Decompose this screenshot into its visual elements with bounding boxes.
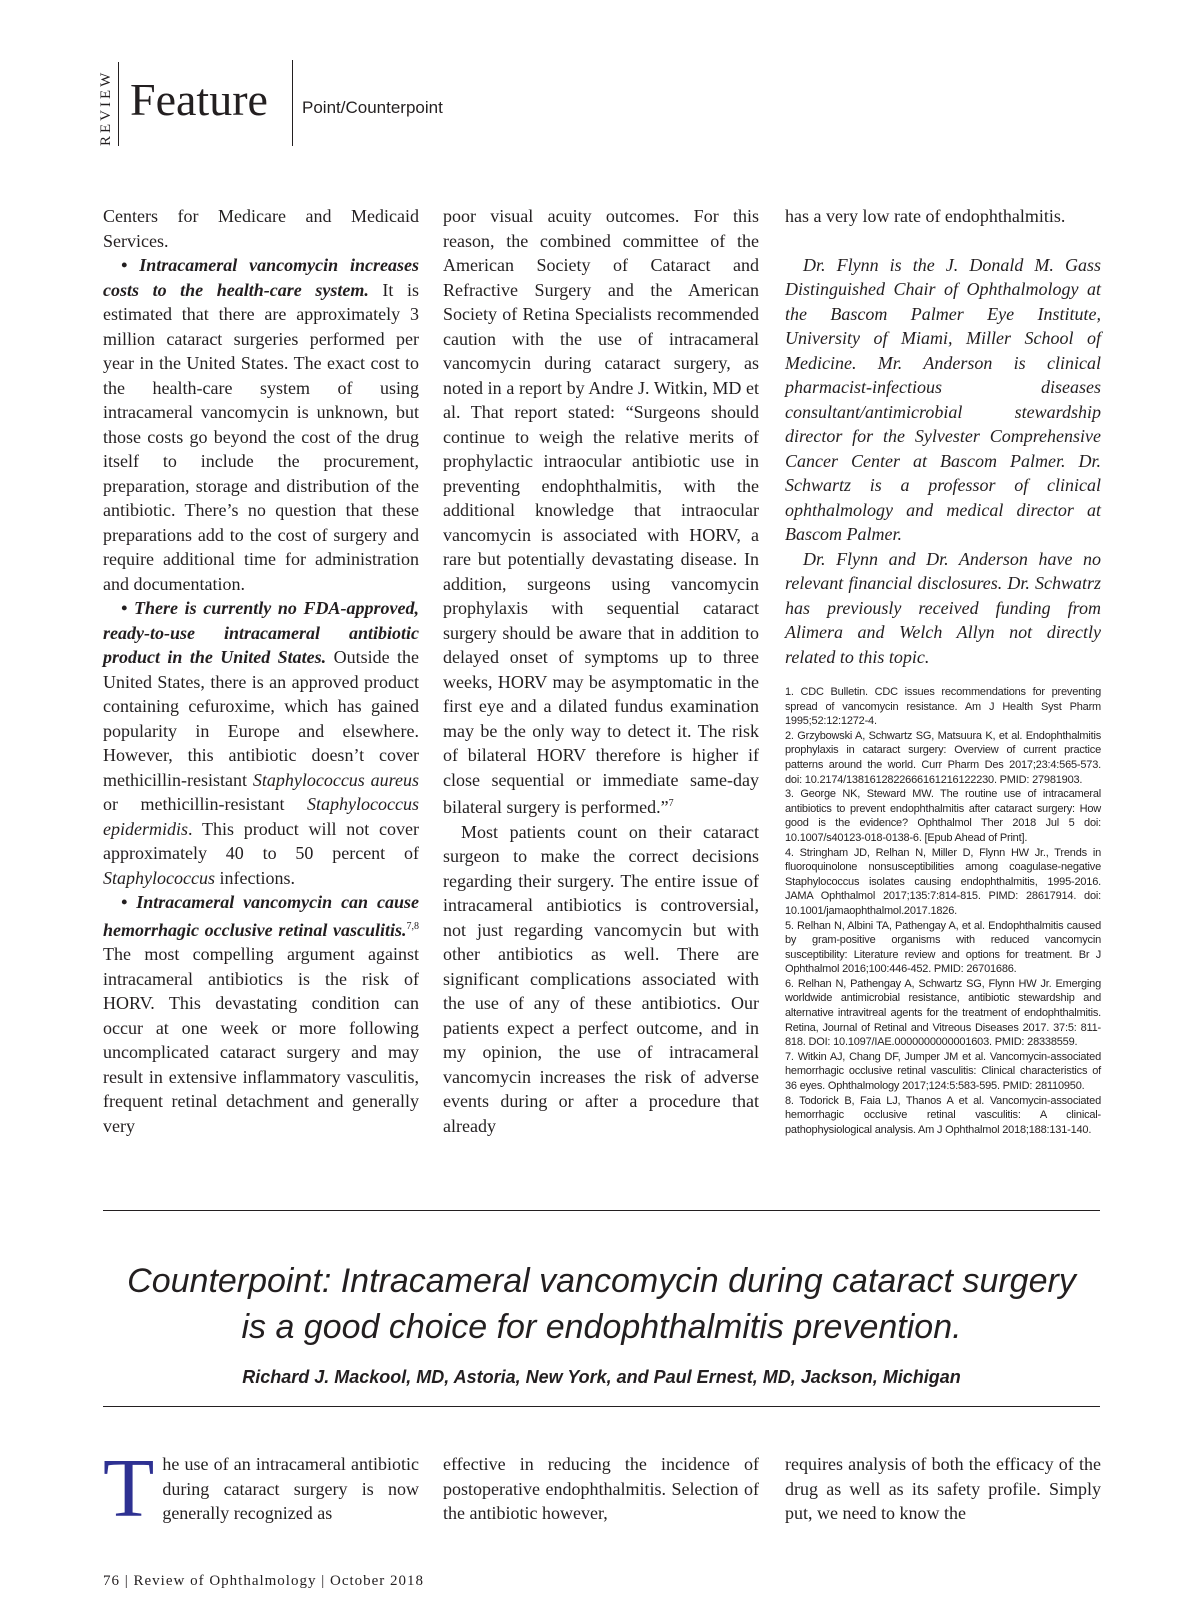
bullet-text: infections. (214, 867, 295, 888)
paragraph: Centers for Medicare and Medicaid Services. (103, 206, 419, 251)
counterpoint-column-2: effective in reducing the incidence of postoperative endophthalmitis. Selection of the antibiotic however, (443, 1454, 759, 1523)
section-rule-bottom (103, 1406, 1100, 1407)
paragraph-text: he use of an intracameral antibiotic during cataract surgery is now generally recognized as (162, 1454, 419, 1523)
counterpoint-authors: Richard J. Mackool, MD, Astoria, New York, and Paul Ernest, MD, Jackson, Michigan (242, 1367, 961, 1387)
italic-species: Staphylococcus aureus (252, 769, 420, 790)
section-label: Point/Counterpoint (302, 98, 443, 117)
bullet-paragraph (103, 253, 419, 596)
paragraph (443, 204, 759, 820)
section-rule-top (103, 1210, 1100, 1211)
reference-item: 3. George NK, Steward MW. The routine use of intracameral antibiotics to prevent endophthalmitis after cataract surgery: How good is the evidence? Ophthalmol Ther 2018 Jul 5 doi: 10.1007/s40123-018-0138-6. [Epub Ahead of Print]. (785, 788, 1101, 844)
bullet-text: . This product will not cover approximately 40 to 50 percent of (103, 818, 419, 863)
references-list (785, 685, 1101, 1137)
review-label-text: REVIEW (98, 69, 114, 146)
bullet-heading: • Intracameral vancomycin can cause hemorrhagic occlusive retinal vasculitis. (103, 892, 419, 940)
article-column-3 (785, 204, 1101, 1137)
bullet-text: or methicillin-resistant (103, 794, 308, 814)
drop-cap: T (103, 1442, 155, 1535)
counterpoint-title-line: is a good choice for endophthalmitis prevention. (241, 1308, 962, 1346)
reference-item: 7. Witkin AJ, Chang DF, Jumper JM et al. Vancomycin-associated hemorrhagic occlusive retinal vasculitis: Clinical characteristics of 36 eyes. Ophthalmology 2017;124:5:583-595. PMID: 28110950. (785, 1050, 1101, 1093)
bullet-paragraph (103, 890, 419, 1138)
disclosure-paragraph: Dr. Flynn and Dr. Anderson have no relevant financial disclosures. Dr. Schwatrz has previously received funding from Alimera and Welch Allyn not directly related to this topic. (785, 548, 1101, 667)
bullet-paragraph (103, 596, 419, 890)
paragraph: has a very low rate of endophthalmitis. (785, 206, 1066, 226)
bio-paragraph: Dr. Flynn is the J. Donald M. Gass Distinguished Chair of Ophthalmology at the Bascom Palmer Eye Institute, University of Miami, Miller School of Medicine. Mr. Anderson is clinical pharmacist-infectious diseases consultant/antimicrobial stewardship director for the Sylvester Comprehensive Cancer Center at Bascom Palmer. Dr. Schwartz is a professor of clinical ophthalmology and medical director at Bascom Palmer. (785, 254, 1101, 544)
article-column-2 (443, 204, 759, 1138)
italic-species: Staphylococcus (103, 867, 215, 888)
citation-superscript: 7 (668, 798, 674, 809)
italic-species: Staphylococcus epidermidis (103, 794, 419, 839)
author-bio (785, 253, 1101, 670)
counterpoint-title-line: Counterpoint: Intracameral vancomycin during cataract surgery (127, 1262, 1076, 1300)
review-vertical-label (96, 62, 119, 146)
counterpoint-title (103, 1258, 1100, 1350)
reference-item: 8. Todorick B, Faia LJ, Thanos A et al. Vancomycin-associated hemorrhagic occlusive retinal vasculitis: A clinical-pathophysiological analysis. Am J Ophthalmol 2018;188:131-140. (785, 1094, 1101, 1136)
header-divider (292, 60, 293, 146)
reference-item: 2. Grzybowski A, Schwartz SG, Matsuura K, et al. Endophthalmitis prophylaxis in cataract surgery: Overview of current practice patterns around the world. Curr Pharm Des 2017;23:4:565-573. doi: 10.2174/1381612822666161216122230. PMID: 27981903. (785, 729, 1101, 786)
feature-title: Feature (130, 74, 268, 125)
counterpoint-column-3: requires analysis of both the efficacy of the drug as well as its safety profile. Simply put, we need to know the (785, 1454, 1101, 1523)
bullet-text: Outside the United States, there is an approved product containing cefuroxime, which has gained popularity in Europe and elsewhere. However, this antibiotic doesn’t cover methicillin-resistant (103, 647, 419, 790)
bullet-text: The most compelling argument against intracameral antibiotics is the risk of HORV. This devastating condition can occur at one week or more following uncomplicated cataract surgery and may result in extensive inflammatory vasculitis, frequent retinal detachment and generally very (103, 944, 419, 1136)
bullet-heading: • There is currently no FDA-approved, ready-to-use intracameral antibiotic product in the United States. (103, 598, 419, 667)
paragraph: Most patients count on their cataract surgeon to make the correct decisions regarding their surgery. The entire issue of intracameral antibiotics is controversial, not just regarding vancomycin but with other antibiotics as well. There are significant complications associated with the use of any of these antibiotics. Our patients expect a perfect outcome, and in my opinion, the use of intracameral vancomycin increases the risk of adverse events during or after a procedure that already (443, 821, 759, 1136)
reference-item: 1. CDC Bulletin. CDC issues recommendations for preventing spread of vancomycin resistance. Am J Health Syst Pharm 1995;52:12:1272-4. (785, 686, 1101, 728)
reference-item: 4. Stringham JD, Relhan N, Miller D, Flynn HW Jr., Trends in fluoroquinolone nonsusceptibilities among coagulase-negative Staphylococcus isolates causing endophthalmitis, 1995-2016. JAMA Ophthalmol 2017;135:7:814-815. PIMD: 28617914. doi: 10.1001/jamaophthalmol.2017.1826. (785, 846, 1101, 917)
bullet-text: It is estimated that there are approximately 3 million cataract surgeries performed per year in the United States. The exact cost to the health-care system of using intracameral vancomycin is unknown, but those costs go beyond the cost of the drug itself to include the procurement, preparation, storage and distribution of the antibiotic. There’s no question that these preparations add to the cost of surgery and require additional time for administration and documentation. (103, 279, 419, 594)
reference-item: 6. Relhan N, Pathengay A, Schwartz SG, Flynn HW Jr. Emerging worldwide antimicrobial resistance, antibiotic stewardship and alternative intravitreal agents for the treatment of endophthalmitis. Retina, Journal of Retinal and Vitreous Diseases 2017. 37:5: 811-818. DOI: 10.1097/IAE.0000000000001603. PMID: 28338559. (785, 977, 1101, 1049)
page-footer: 76 | Review of Ophthalmology | October 2018 (103, 1573, 425, 1589)
counterpoint-column-1 (103, 1442, 419, 1535)
citation-superscript: 7,8 (406, 920, 419, 932)
reference-item: 5. Relhan N, Albini TA, Pathengay A, et al. Endophthalmitis caused by gram-positive organisms with reduced vancomycin susceptibility: Literature review and options for treatment. Br J Ophthalmol 2016;100:446-452. PMID: 26701686. (785, 919, 1101, 976)
paragraph-text: poor visual acuity outcomes. For this reason, the combined committee of the American Society of Cataract and Refractive Surgery and the American Society of Retina Specialists recommended caution with the use of intracameral vancomycin during cataract surgery, as noted in a report by Andre J. Witkin, MD et al. That report stated: “Surgeons should continue to weigh the relative merits of prophylactic intraocular antibiotic use in preventing endophthalmitis, with the additional knowledge that intraocular vancomycin is associated with HORV, a rare but potentially devastating disease. In addition, surgeons using vancomycin prophylaxis with sequential cataract surgery should be aware that in addition to delayed onset of symptoms up to three weeks, HORV may be asymptomatic in the first eye and a dilated fundus examination may be the only way to detect it. The risk of bilateral HORV therefore is higher if close sequential or immediate same-day bilateral surgery is performed.” (443, 206, 759, 817)
article-column-1 (103, 204, 419, 1138)
bullet-heading: • Intracameral vancomycin increases costs to the health-care system. (103, 255, 419, 300)
